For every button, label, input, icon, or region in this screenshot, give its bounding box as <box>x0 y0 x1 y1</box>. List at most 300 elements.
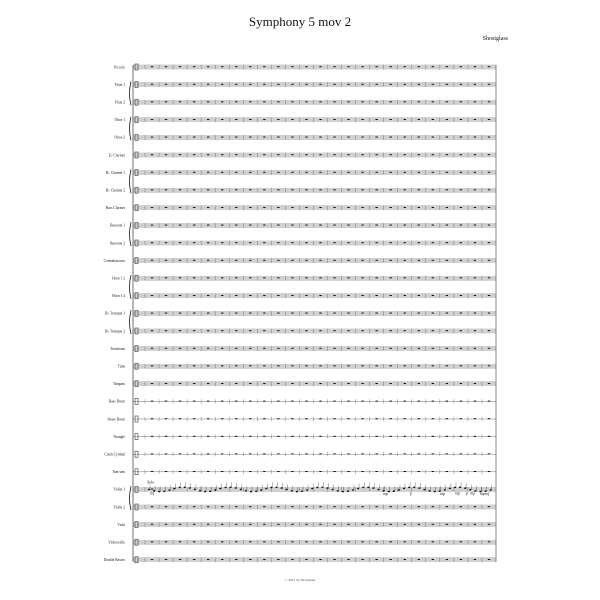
whole-rest <box>291 313 293 314</box>
whole-rest <box>263 418 265 419</box>
whole-rest <box>319 260 321 261</box>
whole-rest <box>446 119 448 120</box>
whole-rest <box>347 401 349 402</box>
note-head <box>388 491 390 493</box>
whole-rest <box>488 436 490 437</box>
whole-rest <box>446 172 448 173</box>
whole-rest <box>460 330 462 331</box>
whole-rest <box>347 137 349 138</box>
whole-rest <box>390 471 392 472</box>
whole-rest <box>418 471 420 472</box>
whole-rest <box>347 66 349 67</box>
staff-7 <box>133 187 496 193</box>
whole-rest <box>179 260 181 261</box>
whole-rest <box>221 541 223 542</box>
whole-rest <box>249 154 251 155</box>
whole-rest <box>460 101 462 102</box>
whole-rest <box>446 524 448 525</box>
whole-rest <box>418 66 420 67</box>
whole-rest <box>193 401 195 402</box>
whole-rest <box>179 207 181 208</box>
whole-rest <box>446 506 448 507</box>
whole-rest <box>446 189 448 190</box>
whole-rest <box>404 84 406 85</box>
whole-rest <box>446 436 448 437</box>
whole-rest <box>165 559 167 560</box>
whole-rest <box>418 101 420 102</box>
whole-rest <box>319 365 321 366</box>
whole-rest <box>319 277 321 278</box>
note-head <box>321 486 323 488</box>
note-head <box>291 490 293 492</box>
staff-5 <box>133 152 496 158</box>
whole-rest <box>249 506 251 507</box>
instrument-label: Bassoon 2 <box>110 241 125 246</box>
whole-rest <box>291 401 293 402</box>
whole-rest <box>390 84 392 85</box>
whole-rest <box>446 418 448 419</box>
whole-rest <box>165 101 167 102</box>
whole-rest <box>418 189 420 190</box>
staff-brace <box>130 170 132 194</box>
whole-rest <box>347 84 349 85</box>
whole-rest <box>432 506 434 507</box>
staff-0 <box>133 64 496 70</box>
whole-rest <box>277 313 279 314</box>
whole-rest <box>277 277 279 278</box>
note-head <box>306 489 308 491</box>
whole-rest <box>418 348 420 349</box>
whole-rest <box>488 207 490 208</box>
whole-rest <box>390 225 392 226</box>
staff-10 <box>133 240 496 246</box>
note-head <box>281 487 283 489</box>
whole-rest <box>235 260 237 261</box>
whole-rest <box>249 348 251 349</box>
whole-rest <box>291 119 293 120</box>
whole-rest <box>235 137 237 138</box>
whole-rest <box>165 418 167 419</box>
whole-rest <box>207 154 209 155</box>
whole-rest <box>446 453 448 454</box>
whole-rest <box>361 84 363 85</box>
whole-rest <box>165 383 167 384</box>
whole-rest <box>404 66 406 67</box>
note-head <box>219 488 221 490</box>
staff-brace <box>130 82 132 106</box>
whole-rest <box>446 260 448 261</box>
whole-rest <box>460 277 462 278</box>
whole-rest <box>404 506 406 507</box>
note-head <box>464 487 466 489</box>
composer-name: Shostglass <box>482 36 508 42</box>
whole-rest <box>488 119 490 120</box>
note-head <box>265 488 267 490</box>
whole-rest <box>390 418 392 419</box>
whole-rest <box>207 418 209 419</box>
whole-rest <box>432 119 434 120</box>
whole-rest <box>263 207 265 208</box>
whole-rest <box>319 436 321 437</box>
whole-rest <box>488 295 490 296</box>
whole-rest <box>291 524 293 525</box>
whole-rest <box>207 242 209 243</box>
whole-rest <box>375 189 377 190</box>
whole-rest <box>165 453 167 454</box>
note-head <box>337 490 339 492</box>
instrument-label: B♭ Trumpet 2 <box>105 329 125 334</box>
whole-rest <box>333 66 335 67</box>
whole-rest <box>404 541 406 542</box>
whole-rest <box>193 66 195 67</box>
whole-rest <box>165 189 167 190</box>
whole-rest <box>179 453 181 454</box>
dynamic-marking: mp <box>440 490 445 496</box>
whole-rest <box>404 154 406 155</box>
whole-rest <box>249 313 251 314</box>
dynamic-marking: mp <box>383 490 388 496</box>
whole-rest <box>460 137 462 138</box>
whole-rest <box>291 436 293 437</box>
whole-rest <box>390 383 392 384</box>
whole-rest <box>404 365 406 366</box>
whole-rest <box>375 119 377 120</box>
whole-rest <box>165 524 167 525</box>
whole-rest <box>319 137 321 138</box>
whole-rest <box>319 295 321 296</box>
whole-rest <box>460 172 462 173</box>
whole-rest <box>165 365 167 366</box>
whole-rest <box>432 101 434 102</box>
whole-rest <box>390 453 392 454</box>
whole-rest <box>263 436 265 437</box>
whole-rest <box>432 453 434 454</box>
staff-20 <box>133 416 496 422</box>
whole-rest <box>333 541 335 542</box>
whole-rest <box>460 541 462 542</box>
whole-rest <box>446 295 448 296</box>
instrument-label: Violin 2 <box>113 505 125 510</box>
whole-rest <box>291 418 293 419</box>
whole-rest <box>179 313 181 314</box>
whole-rest <box>263 524 265 525</box>
whole-rest <box>305 348 307 349</box>
whole-rest <box>151 365 153 366</box>
whole-rest <box>446 84 448 85</box>
whole-rest <box>235 524 237 525</box>
whole-rest <box>207 506 209 507</box>
whole-rest <box>291 101 293 102</box>
whole-rest <box>249 383 251 384</box>
whole-rest <box>460 436 462 437</box>
whole-rest <box>193 225 195 226</box>
whole-rest <box>193 295 195 296</box>
whole-rest <box>165 242 167 243</box>
whole-rest <box>277 207 279 208</box>
whole-rest <box>474 365 476 366</box>
whole-rest <box>305 436 307 437</box>
whole-rest <box>207 172 209 173</box>
whole-rest <box>460 242 462 243</box>
whole-rest <box>151 172 153 173</box>
whole-rest <box>361 189 363 190</box>
whole-rest <box>277 154 279 155</box>
whole-rest <box>249 365 251 366</box>
whole-rest <box>361 295 363 296</box>
whole-rest <box>375 471 377 472</box>
whole-rest <box>263 313 265 314</box>
whole-rest <box>347 154 349 155</box>
whole-rest <box>361 524 363 525</box>
whole-rest <box>446 101 448 102</box>
whole-rest <box>277 506 279 507</box>
whole-rest <box>151 506 153 507</box>
whole-rest <box>277 559 279 560</box>
whole-rest <box>488 260 490 261</box>
whole-rest <box>249 137 251 138</box>
whole-rest <box>305 119 307 120</box>
whole-rest <box>474 401 476 402</box>
whole-rest <box>305 260 307 261</box>
whole-rest <box>361 383 363 384</box>
whole-rest <box>221 295 223 296</box>
whole-rest <box>263 453 265 454</box>
whole-rest <box>460 207 462 208</box>
whole-rest <box>333 277 335 278</box>
whole-rest <box>361 418 363 419</box>
instrument-label: Violoncello <box>108 540 125 545</box>
whole-rest <box>305 541 307 542</box>
whole-rest <box>179 365 181 366</box>
note-head <box>214 489 216 491</box>
whole-rest <box>333 471 335 472</box>
whole-rest <box>221 66 223 67</box>
whole-rest <box>263 119 265 120</box>
whole-rest <box>305 277 307 278</box>
whole-rest <box>404 260 406 261</box>
whole-rest <box>347 348 349 349</box>
whole-rest <box>291 541 293 542</box>
whole-rest <box>179 225 181 226</box>
note-head <box>184 486 186 488</box>
whole-rest <box>165 172 167 173</box>
note-head <box>224 487 226 489</box>
whole-rest <box>432 137 434 138</box>
whole-rest <box>333 101 335 102</box>
whole-rest <box>319 401 321 402</box>
whole-rest <box>460 418 462 419</box>
whole-rest <box>432 242 434 243</box>
whole-rest <box>249 260 251 261</box>
whole-rest <box>375 330 377 331</box>
whole-rest <box>418 172 420 173</box>
note-head <box>250 491 252 493</box>
instrument-label: Oboe 1 <box>114 118 125 123</box>
whole-rest <box>418 137 420 138</box>
whole-rest <box>432 313 434 314</box>
whole-rest <box>263 137 265 138</box>
whole-rest <box>235 506 237 507</box>
whole-rest <box>165 260 167 261</box>
whole-rest <box>361 365 363 366</box>
staff-9 <box>133 222 496 228</box>
whole-rest <box>319 471 321 472</box>
whole-rest <box>207 401 209 402</box>
note-head <box>235 487 237 489</box>
whole-rest <box>474 436 476 437</box>
whole-rest <box>446 207 448 208</box>
whole-rest <box>460 225 462 226</box>
whole-rest <box>151 295 153 296</box>
whole-rest <box>151 154 153 155</box>
whole-rest <box>221 365 223 366</box>
whole-rest <box>207 277 209 278</box>
whole-rest <box>207 137 209 138</box>
whole-rest <box>347 119 349 120</box>
whole-rest <box>249 84 251 85</box>
whole-rest <box>404 559 406 560</box>
whole-rest <box>333 260 335 261</box>
whole-rest <box>291 330 293 331</box>
dynamic-marking: p <box>410 490 412 496</box>
whole-rest <box>319 154 321 155</box>
note-head <box>316 487 318 489</box>
whole-rest <box>151 436 153 437</box>
whole-rest <box>375 242 377 243</box>
whole-rest <box>474 137 476 138</box>
whole-rest <box>193 436 195 437</box>
whole-rest <box>488 453 490 454</box>
whole-rest <box>277 172 279 173</box>
whole-rest <box>235 172 237 173</box>
staff-1 <box>133 82 496 88</box>
whole-rest <box>333 348 335 349</box>
whole-rest <box>418 295 420 296</box>
whole-rest <box>319 313 321 314</box>
whole-rest <box>179 330 181 331</box>
whole-rest <box>446 242 448 243</box>
whole-rest <box>291 260 293 261</box>
whole-rest <box>221 242 223 243</box>
whole-rest <box>488 189 490 190</box>
whole-rest <box>347 295 349 296</box>
whole-rest <box>333 559 335 560</box>
staff-brace <box>130 117 132 141</box>
whole-rest <box>404 225 406 226</box>
whole-rest <box>488 137 490 138</box>
whole-rest <box>474 418 476 419</box>
whole-rest <box>446 225 448 226</box>
whole-rest <box>390 119 392 120</box>
dynamic-marking: mf <box>485 490 489 496</box>
whole-rest <box>221 189 223 190</box>
whole-rest <box>446 330 448 331</box>
whole-rest <box>263 260 265 261</box>
whole-rest <box>151 101 153 102</box>
whole-rest <box>221 383 223 384</box>
staff-brace <box>130 222 132 246</box>
whole-rest <box>474 101 476 102</box>
note-head <box>270 487 272 489</box>
note-head <box>163 490 165 492</box>
whole-rest <box>179 383 181 384</box>
whole-rest <box>361 225 363 226</box>
whole-rest <box>488 242 490 243</box>
note-head <box>352 489 354 491</box>
whole-rest <box>151 260 153 261</box>
whole-rest <box>333 453 335 454</box>
whole-rest <box>235 365 237 366</box>
whole-rest <box>235 189 237 190</box>
whole-rest <box>179 541 181 542</box>
note-head <box>240 489 242 491</box>
whole-rest <box>460 313 462 314</box>
whole-rest <box>390 330 392 331</box>
whole-rest <box>319 207 321 208</box>
staff-12 <box>133 275 496 281</box>
note-head <box>347 490 349 492</box>
whole-rest <box>390 295 392 296</box>
whole-rest <box>305 66 307 67</box>
whole-rest <box>291 453 293 454</box>
whole-rest <box>474 313 476 314</box>
whole-rest <box>179 172 181 173</box>
whole-rest <box>263 242 265 243</box>
whole-rest <box>179 277 181 278</box>
whole-rest <box>193 172 195 173</box>
whole-rest <box>333 524 335 525</box>
whole-rest <box>361 172 363 173</box>
whole-rest <box>249 401 251 402</box>
whole-rest <box>151 348 153 349</box>
staff-14 <box>133 310 496 316</box>
whole-rest <box>193 365 195 366</box>
whole-rest <box>460 453 462 454</box>
staff-21 <box>133 434 496 440</box>
whole-rest <box>418 436 420 437</box>
whole-rest <box>418 453 420 454</box>
whole-rest <box>207 365 209 366</box>
whole-rest <box>291 84 293 85</box>
whole-rest <box>404 418 406 419</box>
whole-rest <box>235 101 237 102</box>
whole-rest <box>375 348 377 349</box>
whole-rest <box>488 401 490 402</box>
whole-rest <box>291 506 293 507</box>
instrument-label: Timpani <box>112 382 125 387</box>
copyright-footer: © 2012 by Shostglass <box>284 578 316 582</box>
whole-rest <box>375 313 377 314</box>
whole-rest <box>432 524 434 525</box>
dynamic-marking: mf <box>150 490 154 496</box>
whole-rest <box>179 436 181 437</box>
whole-rest <box>460 295 462 296</box>
whole-rest <box>347 559 349 560</box>
whole-rest <box>361 66 363 67</box>
instrument-label: Bass Clarinet <box>105 206 125 211</box>
whole-rest <box>474 277 476 278</box>
whole-rest <box>207 225 209 226</box>
whole-rest <box>488 559 490 560</box>
whole-rest <box>277 348 279 349</box>
whole-rest <box>165 348 167 349</box>
whole-rest <box>333 119 335 120</box>
whole-rest <box>418 277 420 278</box>
whole-rest <box>249 189 251 190</box>
whole-rest <box>151 330 153 331</box>
whole-rest <box>319 242 321 243</box>
whole-rest <box>277 524 279 525</box>
